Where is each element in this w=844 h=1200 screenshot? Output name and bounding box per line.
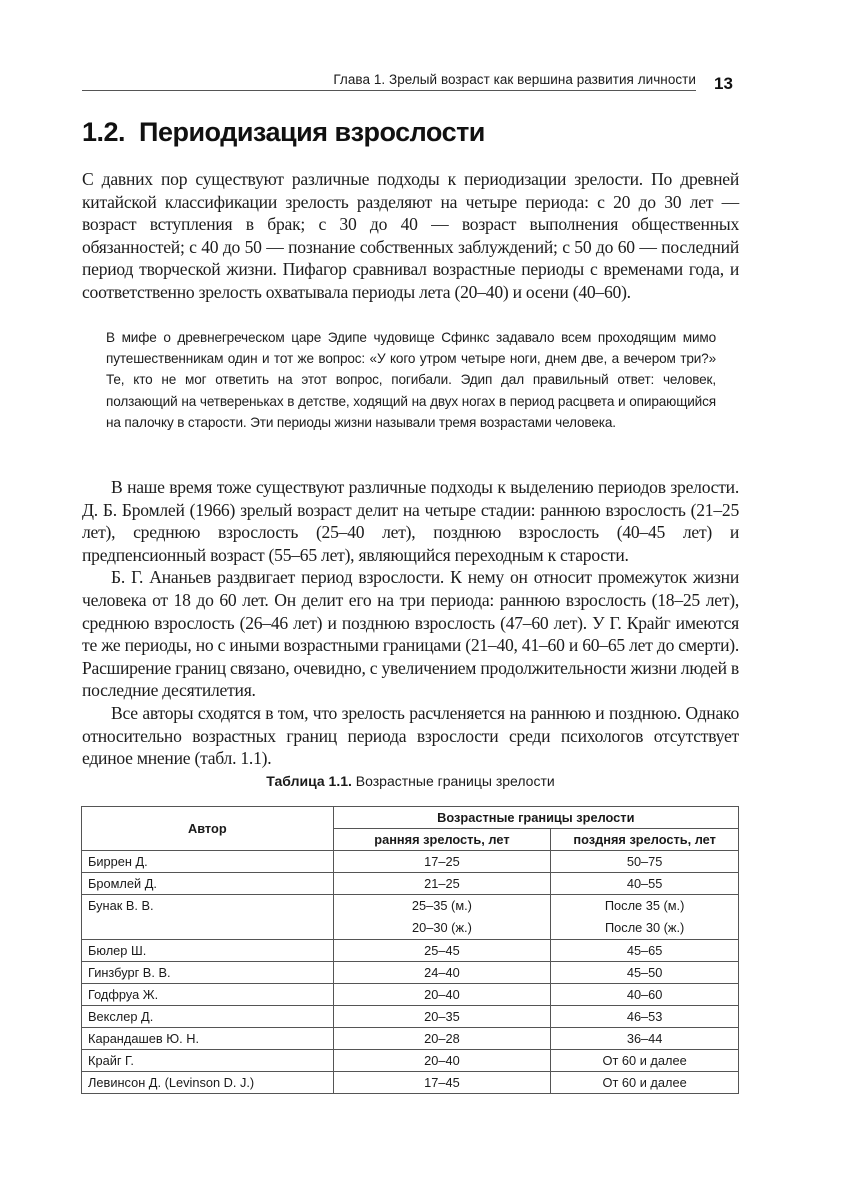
cell-late: От 60 и далее — [551, 1050, 739, 1072]
table-row — [82, 1050, 739, 1072]
cell-early: 21–25 — [333, 873, 551, 895]
cell-author: Биррен Д. — [82, 851, 334, 873]
paragraph: В наше время тоже существуют различные подходы к выделению периодов зрелости. Д. Б. Бромлей (1966) зрелый возраст делит на четыре стадии: раннюю взрослость (21–25 лет), среднюю взрослость (25–40 лет), позднюю взрослость (40–45 лет) и предпенсионный возраст (55–65 лет), являющийся переходным к старости. — [82, 477, 739, 565]
table-row — [82, 1006, 739, 1028]
table-row — [82, 962, 739, 984]
paragraph: Все авторы сходятся в том, что зрелость расчленяется на раннюю и позднюю. Однако относительно возрастных границ периода взрослости среди психологов отсутствует единое мнение (табл. 1.1). — [82, 702, 739, 769]
header-group: Возрастные границы зрелости — [333, 807, 738, 829]
table-row — [82, 873, 739, 895]
cell-late: 45–50 — [551, 962, 739, 984]
cell-early: 25–45 — [333, 940, 551, 962]
table-row — [82, 895, 739, 940]
cell-early — [333, 895, 551, 940]
cell-late-male: После 35 (м.) — [604, 898, 685, 913]
table-row — [82, 1028, 739, 1050]
table-row — [82, 984, 739, 1006]
paragraph: С давних пор существуют различные подходы к периодизации зрелости. По древней китайской классификации зрелость разделяют на четыре периода: с 20 до 30 лет — возраст вступления в брак; с 30 до 40 — возраст выполнения общественных обязанностей; с 40 до 50 — познание собственных заблуждений; с 50 до 60 — последний период творческой жизни. Пифагор сравнивал возрастные периоды с временами года, и соответственно зрелость охватывала периоды лета (20–40) и осени (40–60). — [82, 169, 739, 302]
cell-author: Левинсон Д. (Levinson D. J.) — [82, 1072, 334, 1094]
cell-late: 50–75 — [551, 851, 739, 873]
cell-early: 24–40 — [333, 962, 551, 984]
table-caption — [82, 773, 739, 789]
main-text — [82, 476, 739, 770]
cell-late — [551, 895, 739, 940]
cell-early: 20–40 — [333, 1050, 551, 1072]
intro-text — [82, 168, 739, 304]
myth-note — [106, 327, 716, 433]
section-title — [82, 117, 485, 148]
cell-author: Бюлер Ш. — [82, 940, 334, 962]
cell-early: 17–45 — [333, 1072, 551, 1094]
cell-early-female: 20–30 (ж.) — [412, 920, 472, 935]
cell-late: От 60 и далее — [551, 1072, 739, 1094]
section-number: 1.2. — [82, 117, 126, 147]
header-author: Автор — [82, 807, 334, 851]
cell-author: Гинзбург В. В. — [82, 962, 334, 984]
cell-late: 40–55 — [551, 873, 739, 895]
page-number: 13 — [714, 74, 733, 93]
table-row — [82, 1072, 739, 1094]
cell-late: 40–60 — [551, 984, 739, 1006]
cell-late: 45–65 — [551, 940, 739, 962]
table-caption-label: Таблица 1.1. — [266, 773, 352, 789]
cell-author: Бромлей Д. — [82, 873, 334, 895]
cell-early: 17–25 — [333, 851, 551, 873]
header-early: ранняя зрелость, лет — [333, 829, 551, 851]
cell-late: 46–53 — [551, 1006, 739, 1028]
cell-author: Карандашев Ю. Н. — [82, 1028, 334, 1050]
cell-early: 20–35 — [333, 1006, 551, 1028]
cell-author: Годфруа Ж. — [82, 984, 334, 1006]
cell-author: Векслер Д. — [82, 1006, 334, 1028]
table-caption-text: Возрастные границы зрелости — [355, 773, 555, 789]
header-late: поздняя зрелость, лет — [551, 829, 739, 851]
paragraph: Б. Г. Ананьев раздвигает период взрослости. К нему он относит промежуток жизни человека от 18 до 60 лет. Он делит его на три периода: раннюю взрослость (18–25 лет), среднюю взрослость (26–46 лет) и позднюю взрослость (47–60 лет). У Г. Крайг имеются те же периоды, но с иными возрастными границами (21–40, 41–60 и 60–65 лет до смерти). Расширение границ связано, очевидно, с увеличением продолжительности жизни людей в последние десятилетия. — [82, 567, 739, 701]
cell-late-female: После 30 (ж.) — [604, 920, 685, 935]
cell-late: 36–44 — [551, 1028, 739, 1050]
cell-early: 20–40 — [333, 984, 551, 1006]
myth-note-text: В мифе о древнегреческом царе Эдипе чудовище Сфинкс задавало всем проходящим мимо путешественникам один и тот же вопрос: «У кого утром четыре ноги, днем две, а вечером три?» Те, кто не мог ответить на этот вопрос, погибали. Эдип дал правильный ответ: человек, ползающий на четвереньках в детстве, ходящий на двух ногах в период расцвета и опирающийся на палочку в старости. Эти периоды жизни называли тремя возрастами человека. — [106, 330, 716, 430]
age-boundaries-table — [81, 806, 739, 1094]
table-row — [82, 851, 739, 873]
cell-early: 20–28 — [333, 1028, 551, 1050]
cell-author: Бунак В. В. — [82, 895, 334, 940]
cell-early-male: 25–35 (м.) — [411, 898, 472, 913]
cell-author: Крайг Г. — [82, 1050, 334, 1072]
running-head — [82, 72, 696, 91]
section-title-text: Периодизация взрослости — [139, 117, 485, 147]
table-row — [82, 940, 739, 962]
running-head-title: Глава 1. Зрелый возраст как вершина развития личности — [333, 72, 696, 87]
